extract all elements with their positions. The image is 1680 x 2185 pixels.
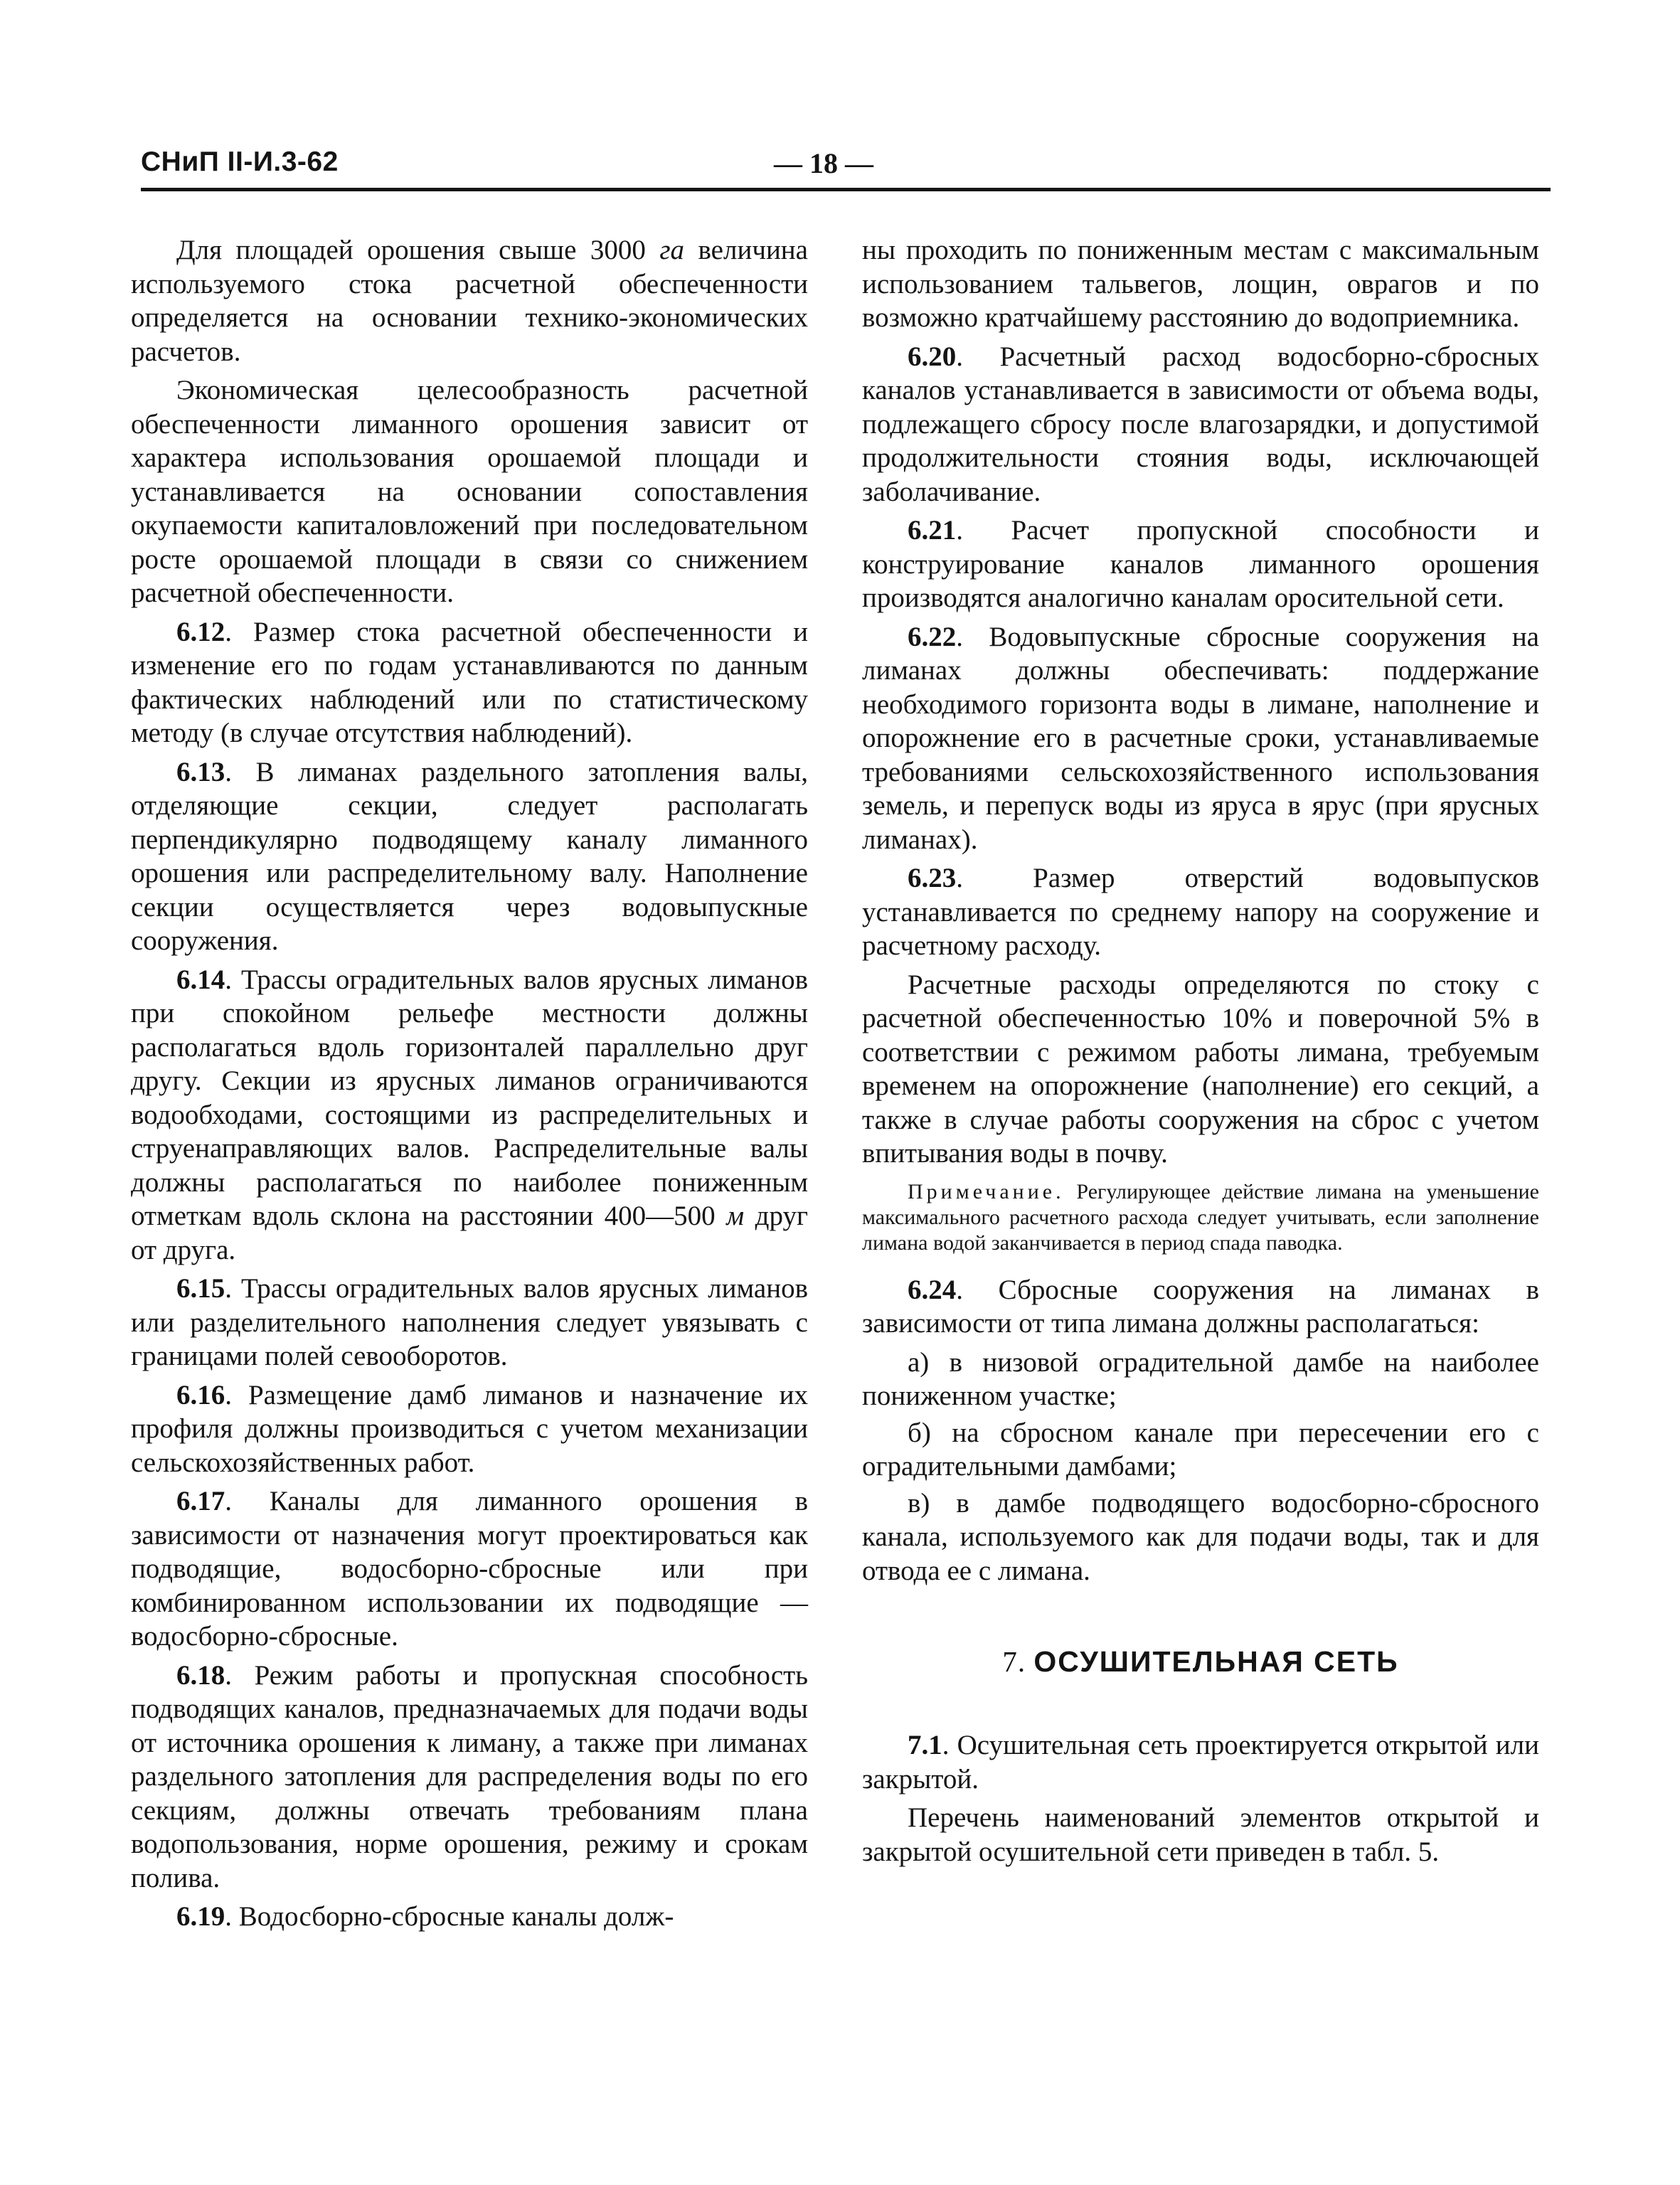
section-6-23: 6.23. Размер отверстий водовыпусков устанавливается по среднему напору на сооружение и расчетному расходу.	[862, 863, 1539, 961]
section-number: 6.19	[176, 1901, 225, 1932]
section-6-14: 6.14. Трассы оградительных валов ярусных лиманов при спокойном рельефе местности должны располагаться вдоль горизонталей параллельно друг другу. Секции из ярусных лиманов ограничиваются водообходами, состоящими из распределительных и струенаправляющих валов. Распределительные валы должны располагаться по наиболее пониженным отметкам вдоль склона на расстоянии 400—500 м друг от друга.	[131, 964, 809, 1265]
section-6-21: 6.21. Расчет пропускной способности и конструирование каналов лиманного орошения производятся аналогично каналам оросительной сети.	[862, 515, 1539, 613]
note-label: Примечание.	[908, 1179, 1065, 1203]
section-number: 6.18	[176, 1659, 225, 1691]
section-6-19: 6.19. Водосборно-сбросные каналы долж-	[176, 1901, 674, 1932]
section-6-22: 6.22. Водовыпускные сбросные сооружения на лиманах должны обеспечивать: поддержание необходимого горизонта воды в лимане, наполнение и опорожнение его в расчетные сроки, устанавливаемые требованиями сельскохозяйственного использования земель, и перепуск воды из яруса в ярус (при ярусных лиманах).	[862, 621, 1539, 855]
section-number: 6.24	[908, 1274, 957, 1305]
section-heading	[862, 1644, 1539, 1679]
section-6-13: 6.13. В лиманах раздельного затопления валы, отделяющие секции, следует располагать перпендикулярно подводящему каналу лиманного орошения или распределительному валу. Наполнение секции осуществляется через водовыпускные сооружения.	[131, 756, 808, 956]
section-7-1: 7.1. Осушительная сеть проектируется открытой или закрытой.	[862, 1730, 1539, 1795]
section-number: 6.17	[176, 1486, 225, 1516]
section-number: 6.12	[176, 616, 225, 647]
section-number: 6.16	[176, 1379, 225, 1410]
section-6-24: 6.24. Сбросные сооружения на лиманах в зависимости от типа лимана должны располагаться:	[862, 1274, 1539, 1339]
section-6-15: 6.15. Трассы оградительных валов ярусных лиманов или разделительного наполнения следует увязывать с границами полей севооборотов.	[131, 1273, 808, 1371]
document-code: СНиП II-И.3-62	[141, 147, 339, 177]
section-number: 6.23	[908, 863, 957, 893]
paragraph-table-reference: Перечень наименований элементов открытой и закрытой осушительной сети приведен в табл. 5.	[862, 1802, 1539, 1867]
list-item-c: в) в дамбе подводящего водосборно-сбросного канала, используемого как для подачи воды, так и для отвода ее с лимана.	[862, 1487, 1539, 1586]
section-number: 6.13	[176, 756, 225, 787]
paragraph-design-flows: Расчетные расходы определяются по стоку с расчетной обеспеченностью 10% и поверочной 5% в соответствии с режимом работы лимана, требуемым временем на опорожнение (наполнение) его секций, а также в случае работы сооружения на сброс с учетом впитывания воды в почву.	[862, 969, 1539, 1169]
page-header	[141, 147, 1551, 192]
section-number: 6.20	[908, 341, 957, 372]
section-heading-title: ОСУШИТЕЛЬНАЯ СЕТЬ	[1033, 1645, 1399, 1678]
section-6-17: 6.17. Каналы для лиманного орошения в зависимости от назначения могут проектироваться как подводящие, водосборно-сбросные или при комбинированном использовании их подводящие — водосборно-сбросные.	[131, 1486, 808, 1652]
right-column	[862, 233, 1539, 1873]
section-6-20: 6.20. Расчетный расход водосборно-сбросных каналов устанавливается в зависимости от объема воды, подлежащего сбросу после влагозарядки, и допустимой продолжительности стояния воды, исключающей заболачивание.	[862, 341, 1539, 507]
section-6-18: 6.18. Режим работы и пропускная способность подводящих каналов, предназначаемых для подачи воды от источника орошения к лиману, а также при лиманах раздельного затопления для распределения воды по его секциям, должны отвечать требованиям плана водопользования, норме орошения, режиму и срокам полива.	[131, 1659, 808, 1893]
section-6-12: 6.12. Размер стока расчетной обеспеченности и изменение его по годам устанавливаются по данным фактических наблюдений или по статистическому методу (в случае отсутствия наблюдений).	[131, 616, 808, 748]
section-number: 6.21	[908, 515, 957, 546]
left-column	[131, 233, 808, 1939]
section-6-19-continued: ны проходить по пониженным местам с максимальным использованием тальвегов, лощин, оврагов и по возможно кратчайшему расстоянию до водоприемника.	[862, 235, 1539, 333]
section-number: 7.1	[908, 1730, 942, 1760]
paragraph-area-threshold: Для площадей орошения свыше 3000 га величина используемого стока расчетной обеспеченности определяется на основании технико-экономических расчетов.	[131, 235, 808, 367]
list-item-a: а) в низовой оградительной дамбе на наиболее пониженном участке;	[862, 1346, 1539, 1411]
section-number: 6.15	[176, 1273, 225, 1304]
page-number: — 18 —	[774, 147, 873, 179]
section-heading-number: 7.	[1002, 1645, 1026, 1678]
section-6-16: 6.16. Размещение дамб лиманов и назначение их профиля должны производиться с учетом механизации сельскохозяйственных работ.	[131, 1379, 808, 1478]
note: Примечание. Регулирующее действие лимана на уменьшение максимального расчетного расхода следует учитывать, если заполнение лимана водой заканчивается в период спада паводка.	[862, 1179, 1539, 1255]
section-number: 6.22	[908, 621, 957, 652]
list-item-b: б) на сбросном канале при пересечении его с оградительными дамбами;	[862, 1417, 1539, 1482]
paragraph-economic-feasibility: Экономическая целесообразность расчетной обеспеченности лиманного орошения зависит от характера использования орошаемой площади и устанавливается на основании сопоставления окупаемости капиталовложений при последовательном росте орошаемой площади в связи со снижением расчетной обеспеченности.	[131, 375, 808, 608]
header-rule	[141, 188, 1551, 191]
section-number: 6.14	[176, 964, 225, 995]
